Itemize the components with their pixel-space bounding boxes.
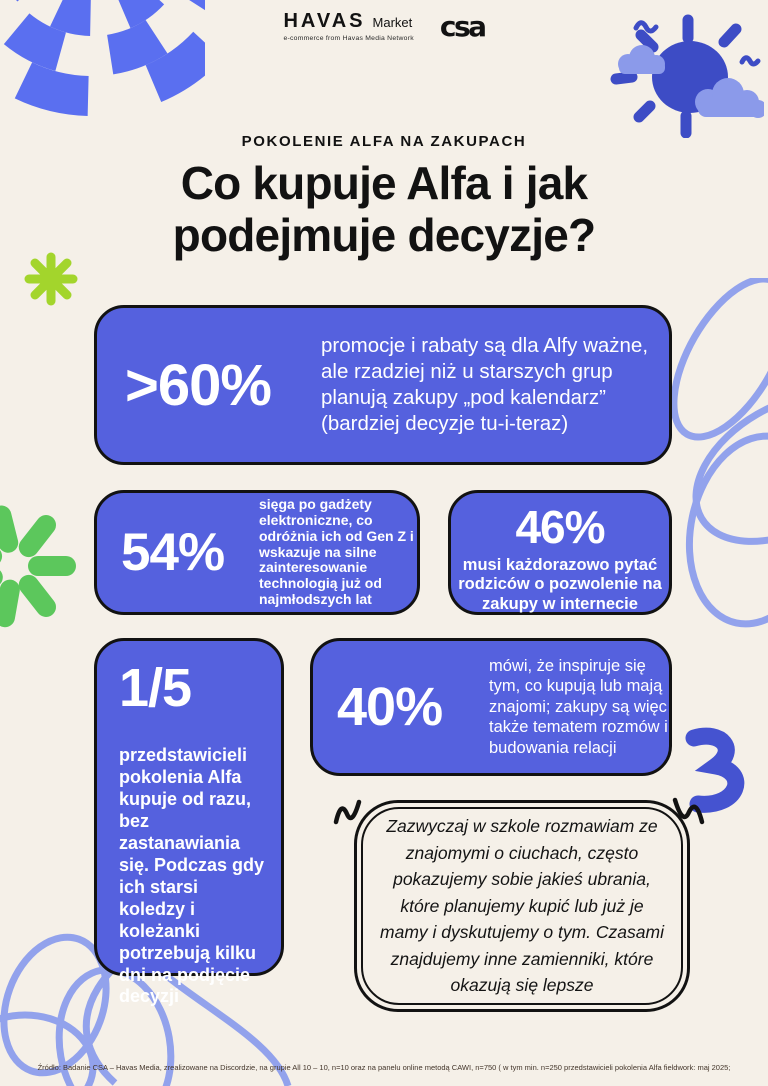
page-title-line2: podejmuje decyzje? [172,209,596,262]
page-title [0,157,768,262]
stat-card-gt60 [94,305,672,465]
quote-bubble-inner [361,807,683,1005]
stat-value: 46% [515,501,605,553]
quote-bubble [354,800,690,1012]
havas-market-label: Market [372,15,413,30]
stat-card-1of5 [94,638,284,1007]
header-logos [0,10,768,42]
stat-value: >60% [125,352,271,418]
stat-text: przedstawicieli pokolenia Alfa kupuje od razu, bez zastanawiania się. Podczas gdy ich starsi koledzy i koleżanki potrzebują kilku dni na podjęcie decyzji [119,745,265,1007]
stat-value: 40% [337,677,443,737]
stat-card-54 [94,490,420,615]
havas-brand-label: HAVAS [283,10,366,32]
claw-icon [664,726,768,818]
stat-card-40 [310,638,672,776]
page-eyebrow: POKOLENIE ALFA NA ZAKUPACH [241,133,527,150]
splat-icon [0,498,96,640]
havas-logo [283,10,413,42]
stat-text: sięga po gadżety elektroniczne, co odróżnia ich od Gen Z i wskazuje na silne zainteresowanie technologią już od najmłodszych lat [259,495,414,608]
stat-text: promocje i rabaty są dla Alfy ważne, ale rzadziej niż u starszych grup planują zakupy „pod kalendarz” (bardziej decyzje tu-i-teraz) [321,333,649,436]
stat-value: 1/5 [119,658,192,718]
stat-text: mówi, że inspiruje się tym, co kupują lub mają znajomi; zakupy są więc także tematem rozmów i budowania relacji [489,656,668,757]
havas-tagline: e-commerce from Havas Media Network [283,35,414,42]
page-title-line1: Co kupuje Alfa i jak [180,157,588,209]
stat-value: 54% [121,523,225,582]
csa-logo: csa [439,10,485,43]
stat-card-46 [448,490,672,615]
stat-text: musi każdorazowo pytać rodziców o pozwolenie na zakupy w internecie [458,556,662,613]
source-note: Źródło: Badanie CSA – Havas Media, zrealizowane na Discordzie, na grupie All 10 – 10, n=10 oraz na panelu online metodą CAWI, n=750 ( w tym min. n=250 przedstawicieli pokolenia Alfa fieldwork: maj 2025; [37,1063,731,1072]
quote-text: Zazwyczaj w szkole rozmawiam ze znajomymi o ciuchach, często pokazujemy sobie jakieś ubrania, które planujemy kupić lub już je mamy i dyskutujemy o tym. Czasami znajdujemy inne zamienniki, które okazują się lepsze [380,815,664,996]
